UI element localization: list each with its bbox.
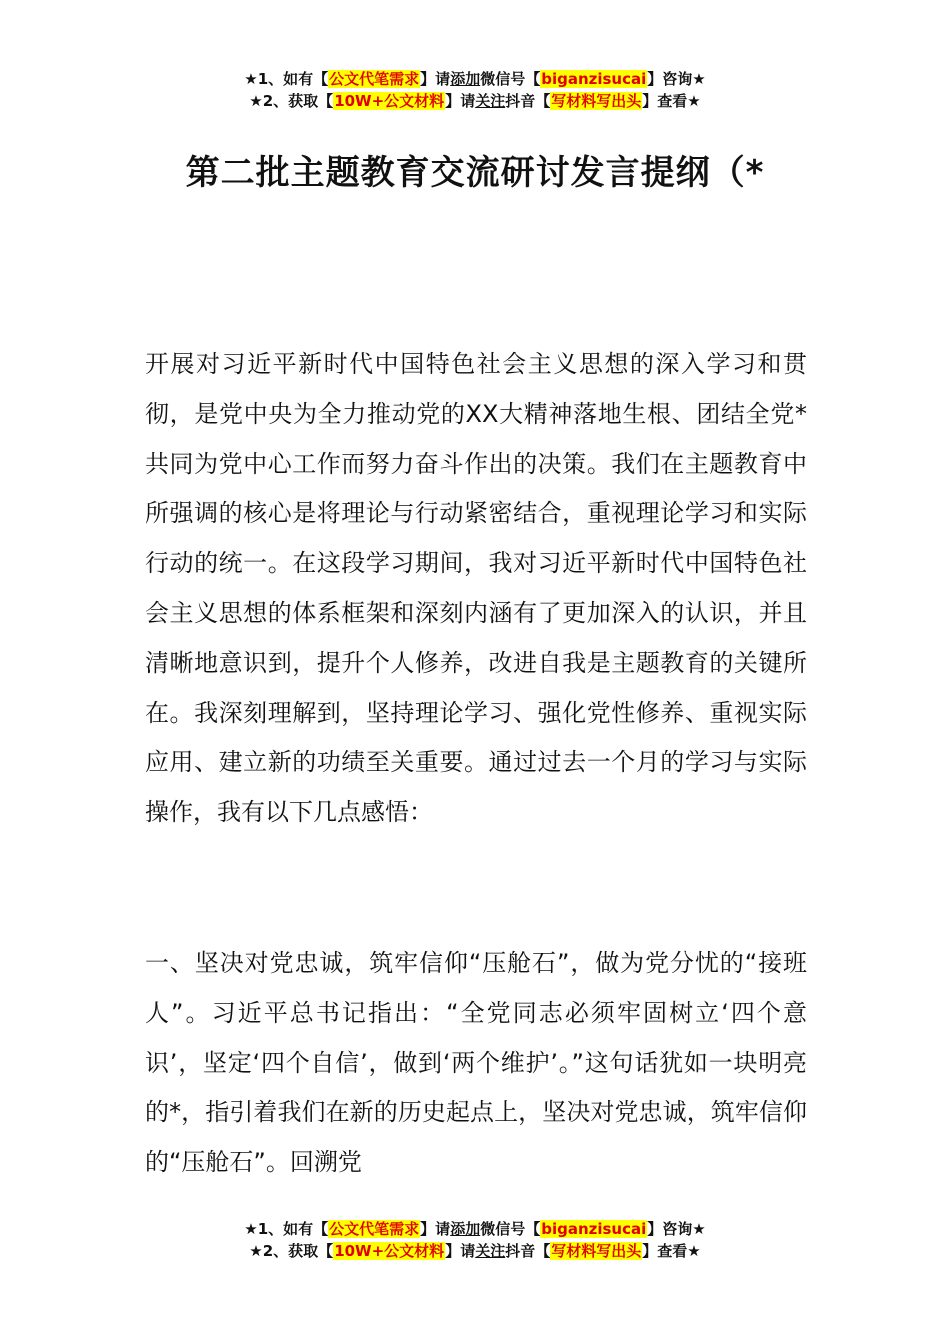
promo-text: 微信号【	[480, 70, 541, 88]
promo-line-1	[0, 68, 950, 90]
promo-text: 】请	[445, 92, 476, 110]
body-paragraph-section-1: 一、坚决对党忠诚，筑牢信仰“压舱石”，做为党分忧的“接班人”。习近平总书记指出：“全党同志必须牢固树立‘四个意识’，坚定‘四个自信’，做到‘两个维护’。”这句话犹如一块明亮的*，指引着我们在新的历史起点上，坚决对党忠诚，筑牢信仰的“压舱石”。回溯党	[145, 949, 807, 1177]
promo-text: 抖音【	[505, 1242, 551, 1260]
promo-text: 】请	[445, 1242, 476, 1260]
promo-text: 抖音【	[505, 92, 551, 110]
promo-underlined-text: 关注	[475, 92, 506, 110]
promo-text: ★1、如有【	[244, 1220, 329, 1238]
footer-promo-banner	[0, 1218, 950, 1262]
promo-highlight: 公文代笔需求	[329, 1220, 420, 1238]
promo-line-2	[0, 90, 950, 112]
promo-text: 】咨询★	[647, 1220, 706, 1238]
header-promo-banner	[0, 68, 950, 112]
promo-underlined-text: 添加	[450, 1220, 481, 1238]
promo-underlined-text: 关注	[475, 1242, 506, 1260]
body-paragraph-intro: 开展对习近平新时代中国特色社会主义思想的深入学习和贯彻，是党中央为全力推动党的XX大精神落地生根、团结全党*共同为党中心工作而努力奋斗作出的决策。我们在主题教育中所强调的核心是将理论与行动紧密结合，重视理论学习和实际行动的统一。在这段学习期间，我对习近平新时代中国特色社会主义思想的体系框架和深刻内涵有了更加深入的认识，并且清晰地意识到，提升个人修养，改进自我是主题教育的关键所在。我深刻理解到，坚持理论学习、强化党性修养、重视实际应用、建立新的功绩至关重要。通过过去一个月的学习与实际操作，我有以下几点感悟：	[145, 350, 807, 827]
document-title: 第二批主题教育交流研讨发言提纲（*	[185, 153, 765, 193]
promo-text: ★1、如有【	[244, 70, 329, 88]
promo-text: 】查看★	[642, 1242, 701, 1260]
promo-highlight: 10W+公文材料	[334, 1242, 445, 1260]
promo-underlined-text: 添加	[450, 70, 481, 88]
promo-douyin-account: 写材料写出头	[551, 92, 642, 110]
promo-text: ★2、获取【	[249, 92, 334, 110]
promo-text: 】请	[420, 70, 451, 88]
promo-line-1	[0, 1218, 950, 1240]
promo-wechat-id: biganzisucai	[541, 70, 647, 88]
promo-line-2	[0, 1240, 950, 1262]
promo-text: 微信号【	[480, 1220, 541, 1238]
promo-highlight: 10W+公文材料	[334, 92, 445, 110]
promo-text: 】请	[420, 1220, 451, 1238]
promo-wechat-id: biganzisucai	[541, 1220, 647, 1238]
promo-text: 】咨询★	[647, 70, 706, 88]
promo-text: ★2、获取【	[249, 1242, 334, 1260]
promo-douyin-account: 写材料写出头	[551, 1242, 642, 1260]
promo-highlight: 公文代笔需求	[329, 70, 420, 88]
promo-text: 】查看★	[642, 92, 701, 110]
